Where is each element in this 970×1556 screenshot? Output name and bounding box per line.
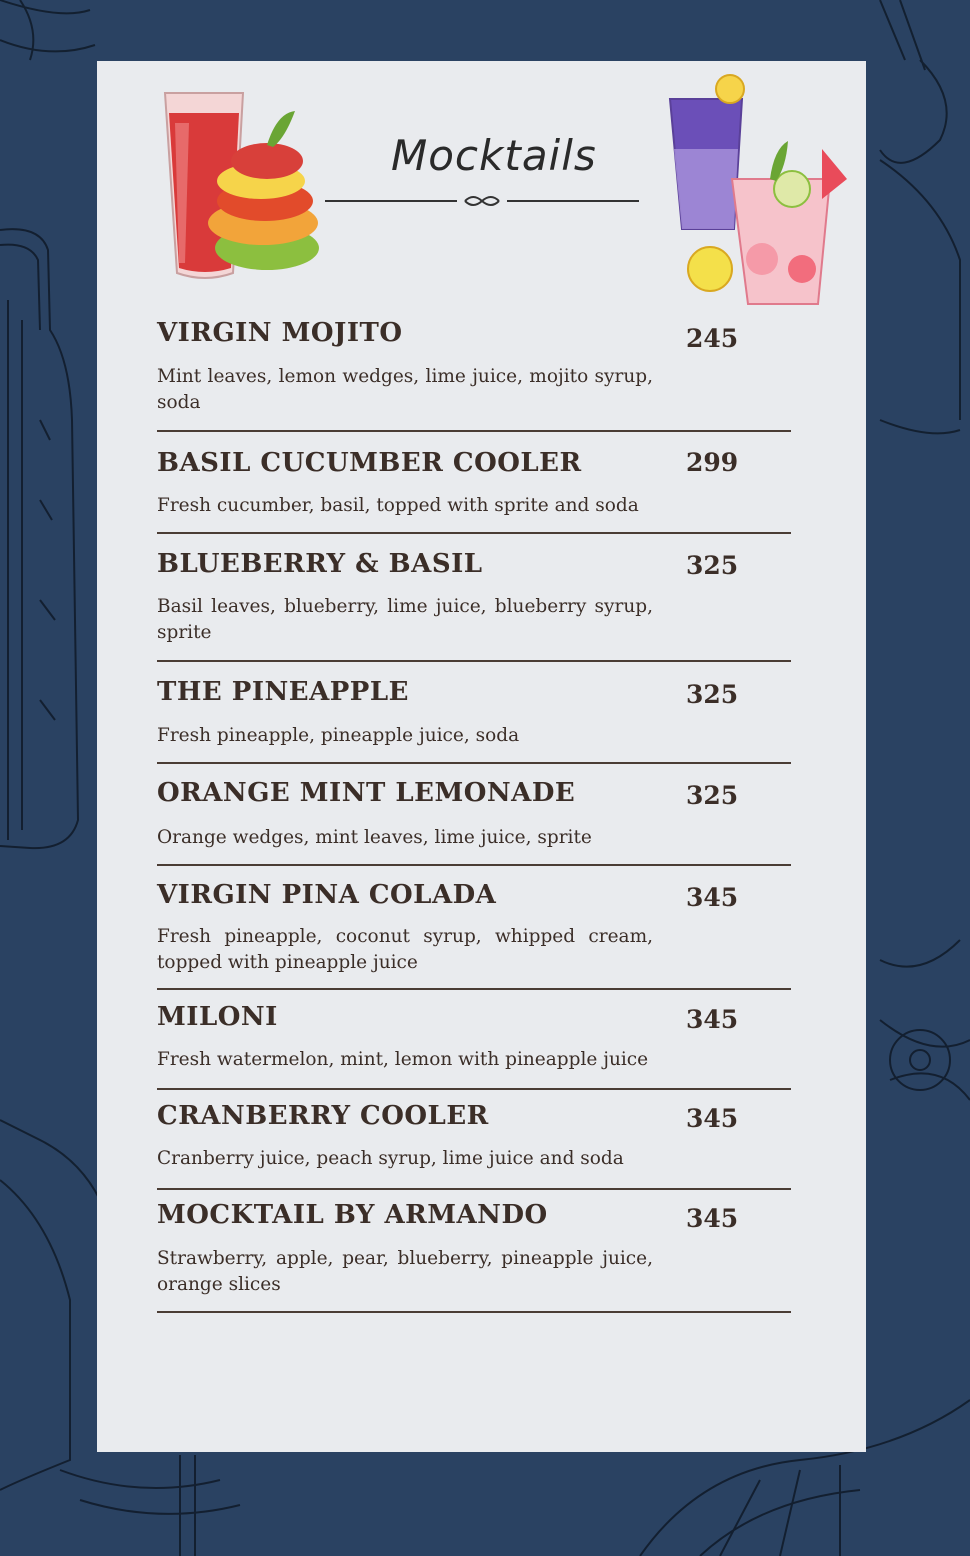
item-description: Fresh watermelon, mint, lemon with pineapple juice [157,1049,649,1070]
item-name: MILONI [157,1002,278,1032]
item-name: THE PINEAPPLE [157,677,409,707]
menu-items-list [97,61,866,1452]
item-description: Basil leaves, blueberry, lime juice, blueberry syrup, sprite [157,596,653,643]
menu-item [157,866,791,990]
item-name: BLUEBERRY & BASIL [157,549,483,579]
menu-item [157,1190,791,1313]
item-price: 245 [686,324,739,353]
item-price: 345 [686,1104,739,1133]
item-description: Fresh pineapple, coconut syrup, whipped cream, topped with pineapple juice [157,926,653,973]
item-price: 345 [686,1005,739,1034]
item-name: VIRGIN PINA COLADA [157,880,497,910]
item-description: Fresh pineapple, pineapple juice, soda [157,725,520,746]
menu-item [157,432,791,534]
item-name: BASIL CUCUMBER COOLER [157,448,582,478]
item-price: 299 [686,448,739,477]
item-price: 325 [686,781,739,810]
item-name: MOCKTAIL BY ARMANDO [157,1200,548,1230]
menu-item [157,764,791,866]
item-price: 325 [686,551,739,580]
item-price: 345 [686,1204,739,1233]
menu-item [157,534,791,662]
item-description: Cranberry juice, peach syrup, lime juice and soda [157,1148,624,1169]
page-title: Mocktails [391,131,597,180]
item-description: Strawberry, apple, pear, blueberry, pineapple juice, orange slices [157,1248,653,1295]
menu-item [157,310,791,432]
item-price: 325 [686,680,739,709]
item-description: Orange wedges, mint leaves, lime juice, sprite [157,827,592,848]
item-description: Mint leaves, lemon wedges, lime juice, mojito syrup, soda [157,366,653,413]
menu-item [157,990,791,1090]
item-price: 345 [686,883,739,912]
menu-item [157,1090,791,1190]
item-description: Fresh cucumber, basil, topped with sprite and soda [157,495,639,516]
item-name: CRANBERRY COOLER [157,1101,489,1131]
item-name: ORANGE MINT LEMONADE [157,778,576,808]
item-name: VIRGIN MOJITO [157,318,403,348]
menu-item [157,662,791,764]
menu-card [97,61,866,1452]
